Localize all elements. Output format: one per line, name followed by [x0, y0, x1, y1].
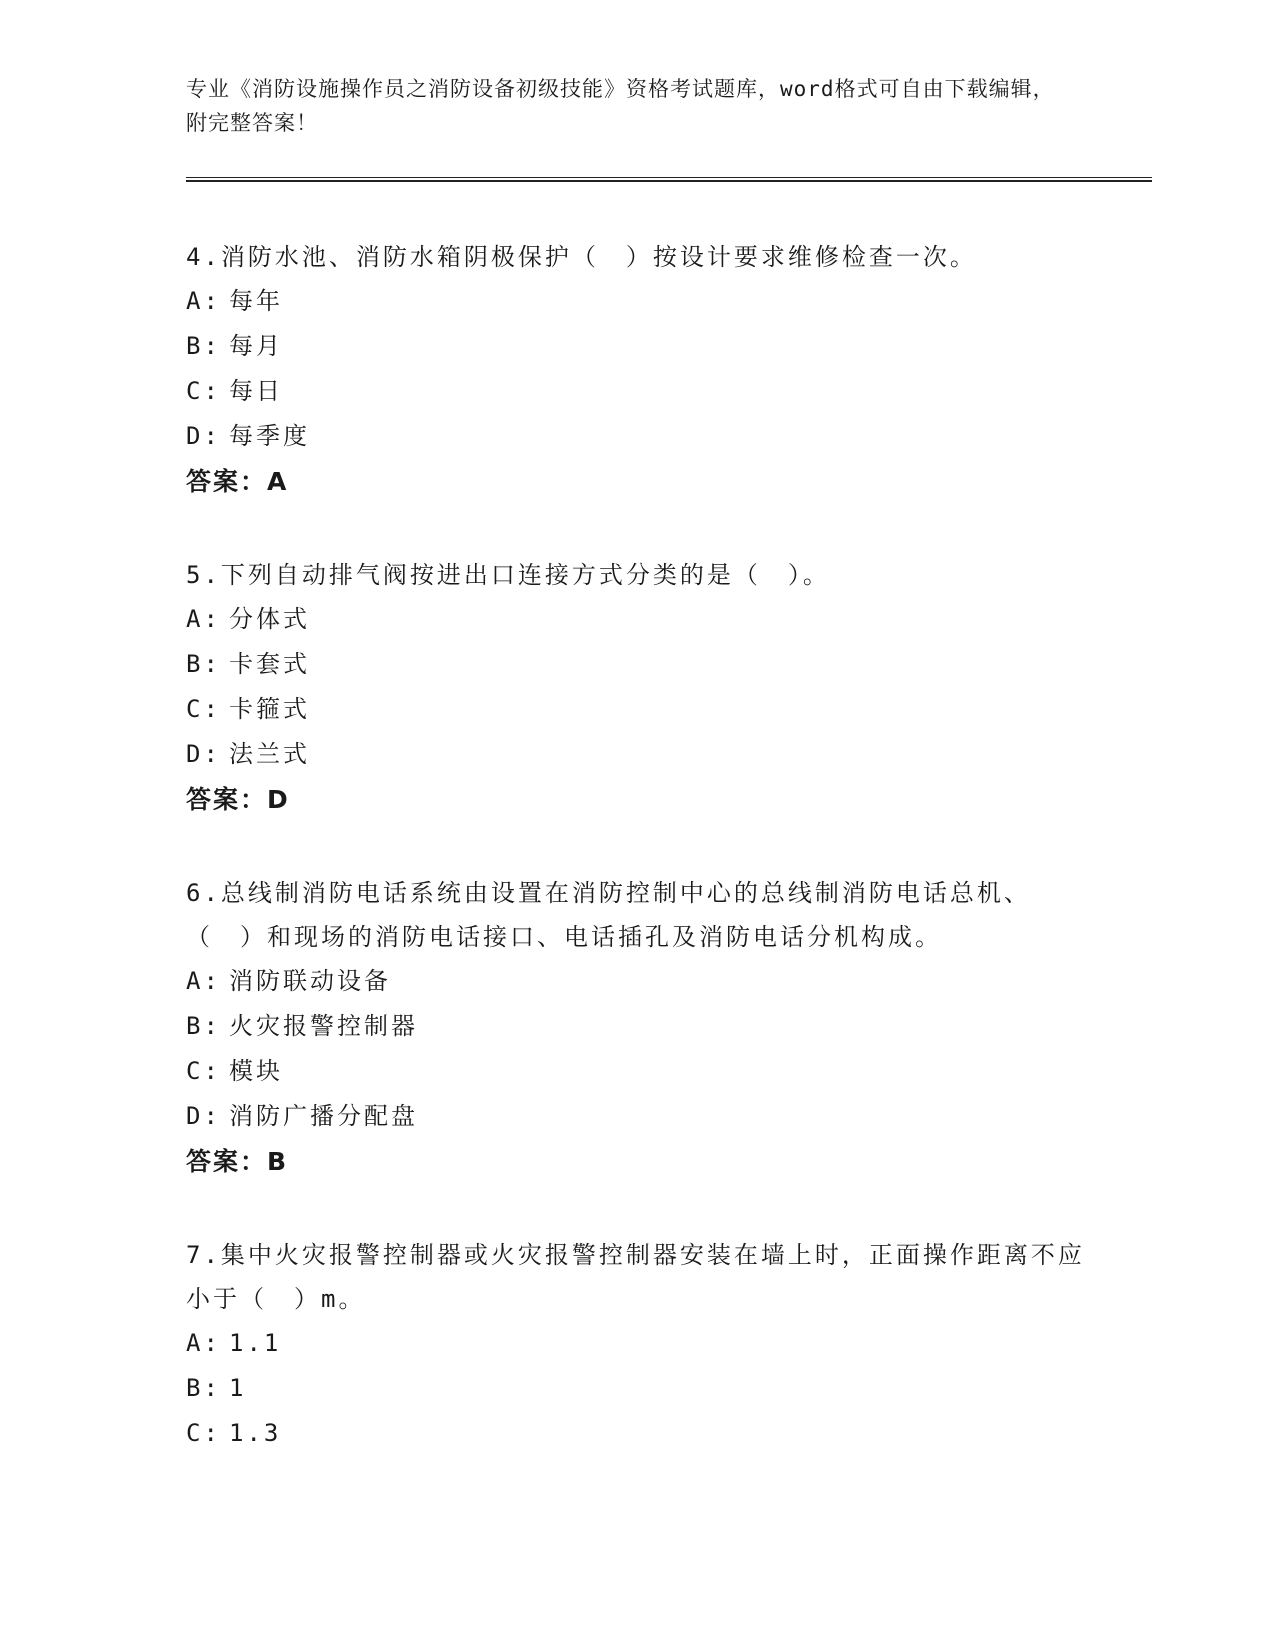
option-text: 消防联动设备 — [229, 967, 391, 995]
option-text: 1.3 — [229, 1419, 282, 1447]
option-label: C: — [186, 377, 221, 405]
option-label: A: — [186, 605, 221, 633]
answer-line: 答案：A — [186, 467, 289, 496]
option-b — [186, 1366, 1086, 1411]
option-label: A: — [186, 967, 221, 995]
option-d — [186, 732, 1086, 777]
option-text: 1.1 — [229, 1329, 282, 1357]
option-c — [186, 369, 1086, 414]
option-label: A: — [186, 1329, 221, 1357]
option-b — [186, 1004, 1086, 1049]
option-label: A: — [186, 287, 221, 315]
question-stem: 5.下列自动排气阀按进出口连接方式分类的是（ ）。 — [186, 561, 830, 589]
question-5 — [186, 553, 1086, 823]
option-label: D: — [186, 422, 221, 450]
option-b — [186, 324, 1086, 369]
option-d — [186, 414, 1086, 459]
option-label: D: — [186, 740, 221, 768]
option-label: B: — [186, 1374, 221, 1402]
option-d — [186, 1094, 1086, 1139]
question-7 — [186, 1233, 1086, 1456]
question-6 — [186, 871, 1086, 1185]
option-a — [186, 597, 1086, 642]
option-text: 法兰式 — [229, 740, 310, 768]
question-list — [186, 235, 1086, 1504]
header-divider — [186, 177, 1152, 182]
option-a — [186, 959, 1086, 1004]
option-text: 模块 — [229, 1057, 283, 1085]
question-stem: 4.消防水池、消防水箱阴极保护（ ）按设计要求维修检查一次。 — [186, 243, 977, 271]
option-text: 1 — [229, 1374, 247, 1402]
answer-line: 答案：B — [186, 1147, 289, 1176]
option-c — [186, 1049, 1086, 1094]
option-text: 每年 — [229, 287, 283, 315]
question-stem: 7.集中火灾报警控制器或火灾报警控制器安装在墙上时，正面操作距离不应小于（ ）m。 — [186, 1241, 1085, 1313]
option-text: 消防广播分配盘 — [229, 1102, 418, 1130]
document-header: 专业《消防设施操作员之消防设备初级技能》资格考试题库，word格式可自由下载编辑，附完整答案！ — [186, 77, 1055, 135]
option-text: 每季度 — [229, 422, 310, 450]
option-text: 每日 — [229, 377, 283, 405]
option-c — [186, 687, 1086, 732]
option-label: B: — [186, 332, 221, 360]
option-text: 分体式 — [229, 605, 310, 633]
option-label: B: — [186, 650, 221, 678]
option-text: 火灾报警控制器 — [229, 1012, 418, 1040]
option-label: C: — [186, 1057, 221, 1085]
option-a — [186, 1321, 1086, 1366]
answer-line: 答案：D — [186, 785, 290, 814]
option-text: 卡套式 — [229, 650, 310, 678]
option-label: C: — [186, 1419, 221, 1447]
option-c — [186, 1411, 1086, 1456]
question-4 — [186, 235, 1086, 505]
option-label: D: — [186, 1102, 221, 1130]
option-a — [186, 279, 1086, 324]
option-label: C: — [186, 695, 221, 723]
option-label: B: — [186, 1012, 221, 1040]
option-text: 卡箍式 — [229, 695, 310, 723]
option-b — [186, 642, 1086, 687]
option-text: 每月 — [229, 332, 283, 360]
question-stem: 6.总线制消防电话系统由设置在消防控制中心的总线制消防电话总机、（ ）和现场的消防电话接口、电话插孔及消防电话分机构成。 — [186, 879, 1031, 951]
